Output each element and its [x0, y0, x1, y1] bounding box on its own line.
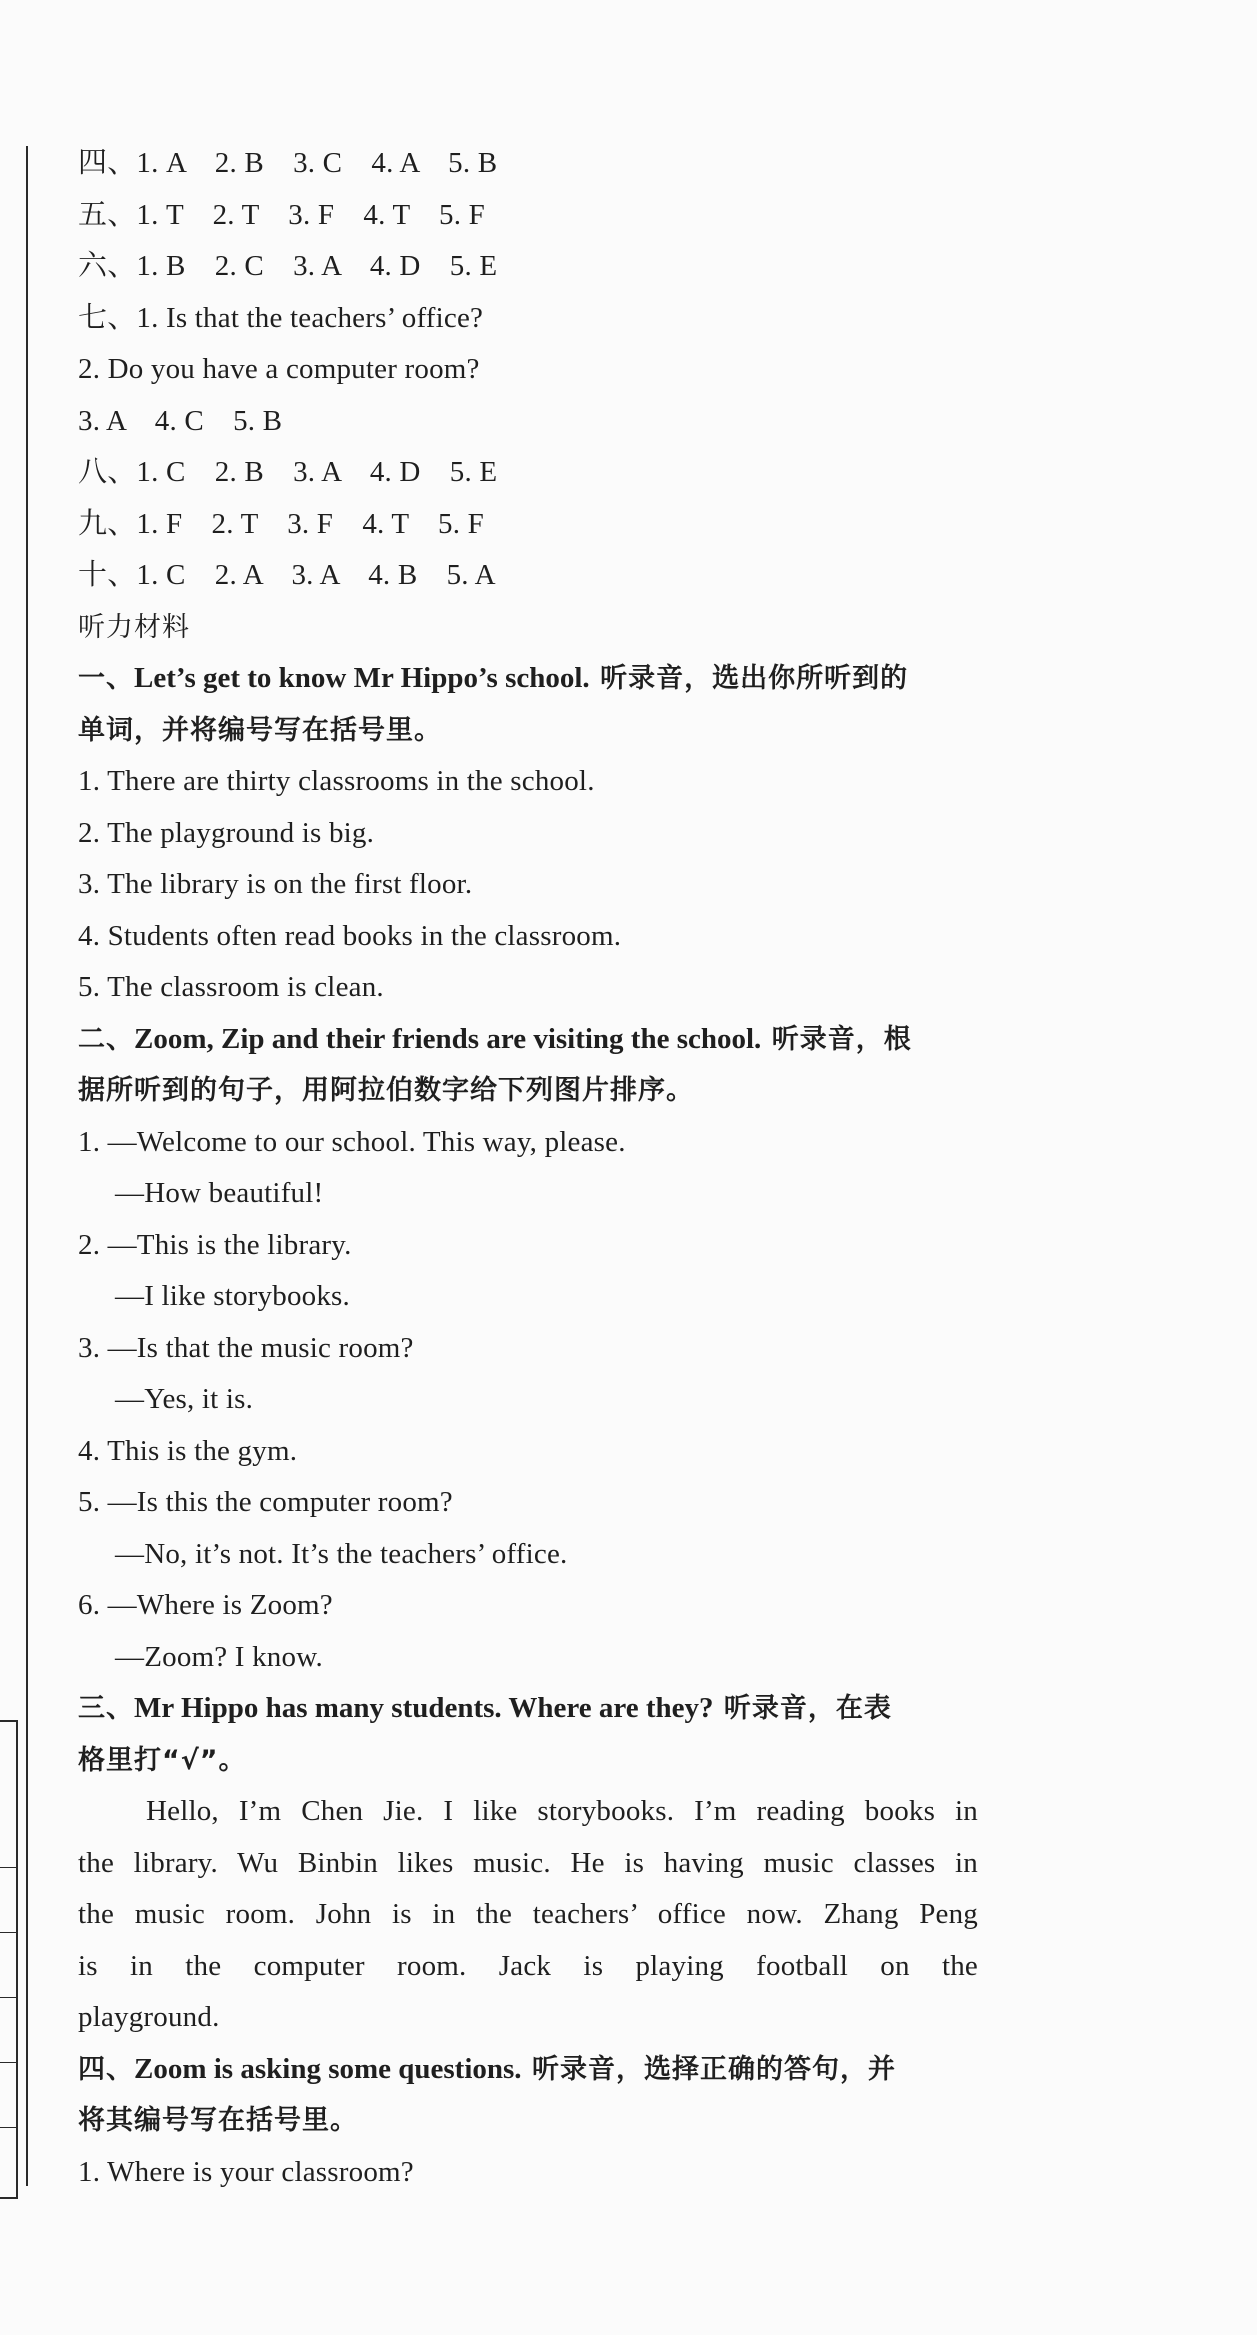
part3-heading-cont: 格里打“√”。	[78, 1744, 247, 1776]
part3-heading-en: Mr Hippo has many students. Where are they?	[134, 1692, 714, 1724]
part1-item: 2. The playground is big.	[78, 816, 375, 849]
paragraph-line: is in the computer room. Jack is playing football on the	[78, 1949, 978, 1982]
part3-prefix: 三、	[78, 1693, 134, 1724]
answer-line-7-1: 七、1. Is that the teachers’ office?	[78, 301, 484, 334]
paragraph-line: the library. Wu Binbin likes music. He is having music classes in	[78, 1846, 978, 1879]
answer-content	[78, 138, 1188, 2198]
part1-item: 3. The library is on the first floor.	[78, 868, 473, 900]
binding-rule	[26, 146, 28, 2186]
answer-line-7-2: 2. Do you have a computer room?	[78, 353, 480, 385]
paragraph-line: Hello, I’m Chen Jie. I like storybooks. I’m reading books in	[146, 1795, 978, 1827]
table-rule	[0, 2127, 16, 2128]
part4-heading-cn: 听录音，选择正确的答句，并	[521, 2053, 896, 2085]
dialogue-line: 4. This is the gym.	[78, 1434, 298, 1467]
part2-prefix: 二、	[78, 1023, 134, 1055]
part1-heading-cn: 听录音，选出你所听到的	[589, 663, 909, 694]
answer-line-4: 四、1. A 2. B 3. C 4. A 5. B	[78, 147, 498, 179]
part2-heading-cont: 据所听到的句子，用阿拉伯数字给下列图片排序。	[78, 1075, 694, 1106]
part4-heading-cont: 将其编号写在括号里。	[78, 2105, 358, 2136]
dialogue-line: 1. —Welcome to our school. This way, please.	[78, 1125, 626, 1158]
part2-heading	[78, 1014, 1188, 1066]
part2-heading-en: Zoom, Zip and their friends are visiting the school.	[134, 1022, 762, 1055]
answer-line-6: 六、1. B 2. C 3. A 4. D 5. E	[78, 250, 498, 282]
part4-heading-en: Zoom is asking some questions.	[134, 2052, 522, 2085]
table-rule	[0, 1867, 16, 1868]
part4-item: 1. Where is your classroom?	[78, 2155, 414, 2188]
answer-line-8: 八、1. C 2. B 3. A 4. D 5. E	[78, 456, 498, 488]
dialogue-line: 3. —Is that the music room?	[78, 1331, 414, 1364]
dialogue-line: 2. —This is the library.	[78, 1228, 352, 1261]
part3-heading-cn: 听录音，在表	[713, 1693, 892, 1724]
part4-prefix: 四、	[78, 2053, 134, 2085]
part1-item: 4. Students often read books in the classroom.	[78, 919, 622, 952]
dialogue-line: —How beautiful!	[115, 1177, 324, 1209]
part1-heading-cont: 单词，并将编号写在括号里。	[78, 714, 442, 746]
dialogue-line: —Yes, it is.	[115, 1383, 254, 1415]
part1-heading-en: Let’s get to know Mr Hippo’s school.	[134, 662, 590, 694]
dialogue-line: 6. —Where is Zoom?	[78, 1589, 333, 1621]
part1-item: 5. The classroom is clean.	[78, 971, 384, 1003]
part4-heading	[78, 2044, 1188, 2096]
answer-line-5: 五、1. T 2. T 3. F 4. T 5. F	[78, 198, 485, 231]
paragraph-line: the music room. John is in the teachers’ office now. Zhang Peng	[78, 1898, 978, 1930]
answer-line-9: 九、1. F 2. T 3. F 4. T 5. F	[78, 507, 484, 540]
dialogue-line: 5. —Is this the computer room?	[78, 1486, 453, 1518]
part3-heading	[78, 1683, 1188, 1735]
answer-line-10: 十、1. C 2. A 3. A 4. B 5. A	[78, 559, 496, 591]
part1-prefix: 一、	[78, 663, 134, 694]
table-rule	[0, 2062, 16, 2063]
part2-heading-cn: 听录音，根	[761, 1023, 912, 1055]
dialogue-line: —I like storybooks.	[115, 1280, 350, 1312]
table-rule	[0, 1932, 16, 1933]
paragraph-line: playground.	[78, 2001, 220, 2033]
part1-heading	[78, 653, 1188, 705]
answer-line-7-3: 3. A 4. C 5. B	[78, 404, 283, 437]
part1-item: 1. There are thirty classrooms in the school.	[78, 765, 595, 797]
edge-table-fragment	[0, 1720, 18, 2199]
dialogue-line: —Zoom? I know.	[115, 1640, 323, 1673]
table-rule	[0, 1997, 16, 1998]
dialogue-line: —No, it’s not. It’s the teachers’ office.	[115, 1537, 568, 1570]
listening-title: 听力材料	[78, 611, 190, 643]
